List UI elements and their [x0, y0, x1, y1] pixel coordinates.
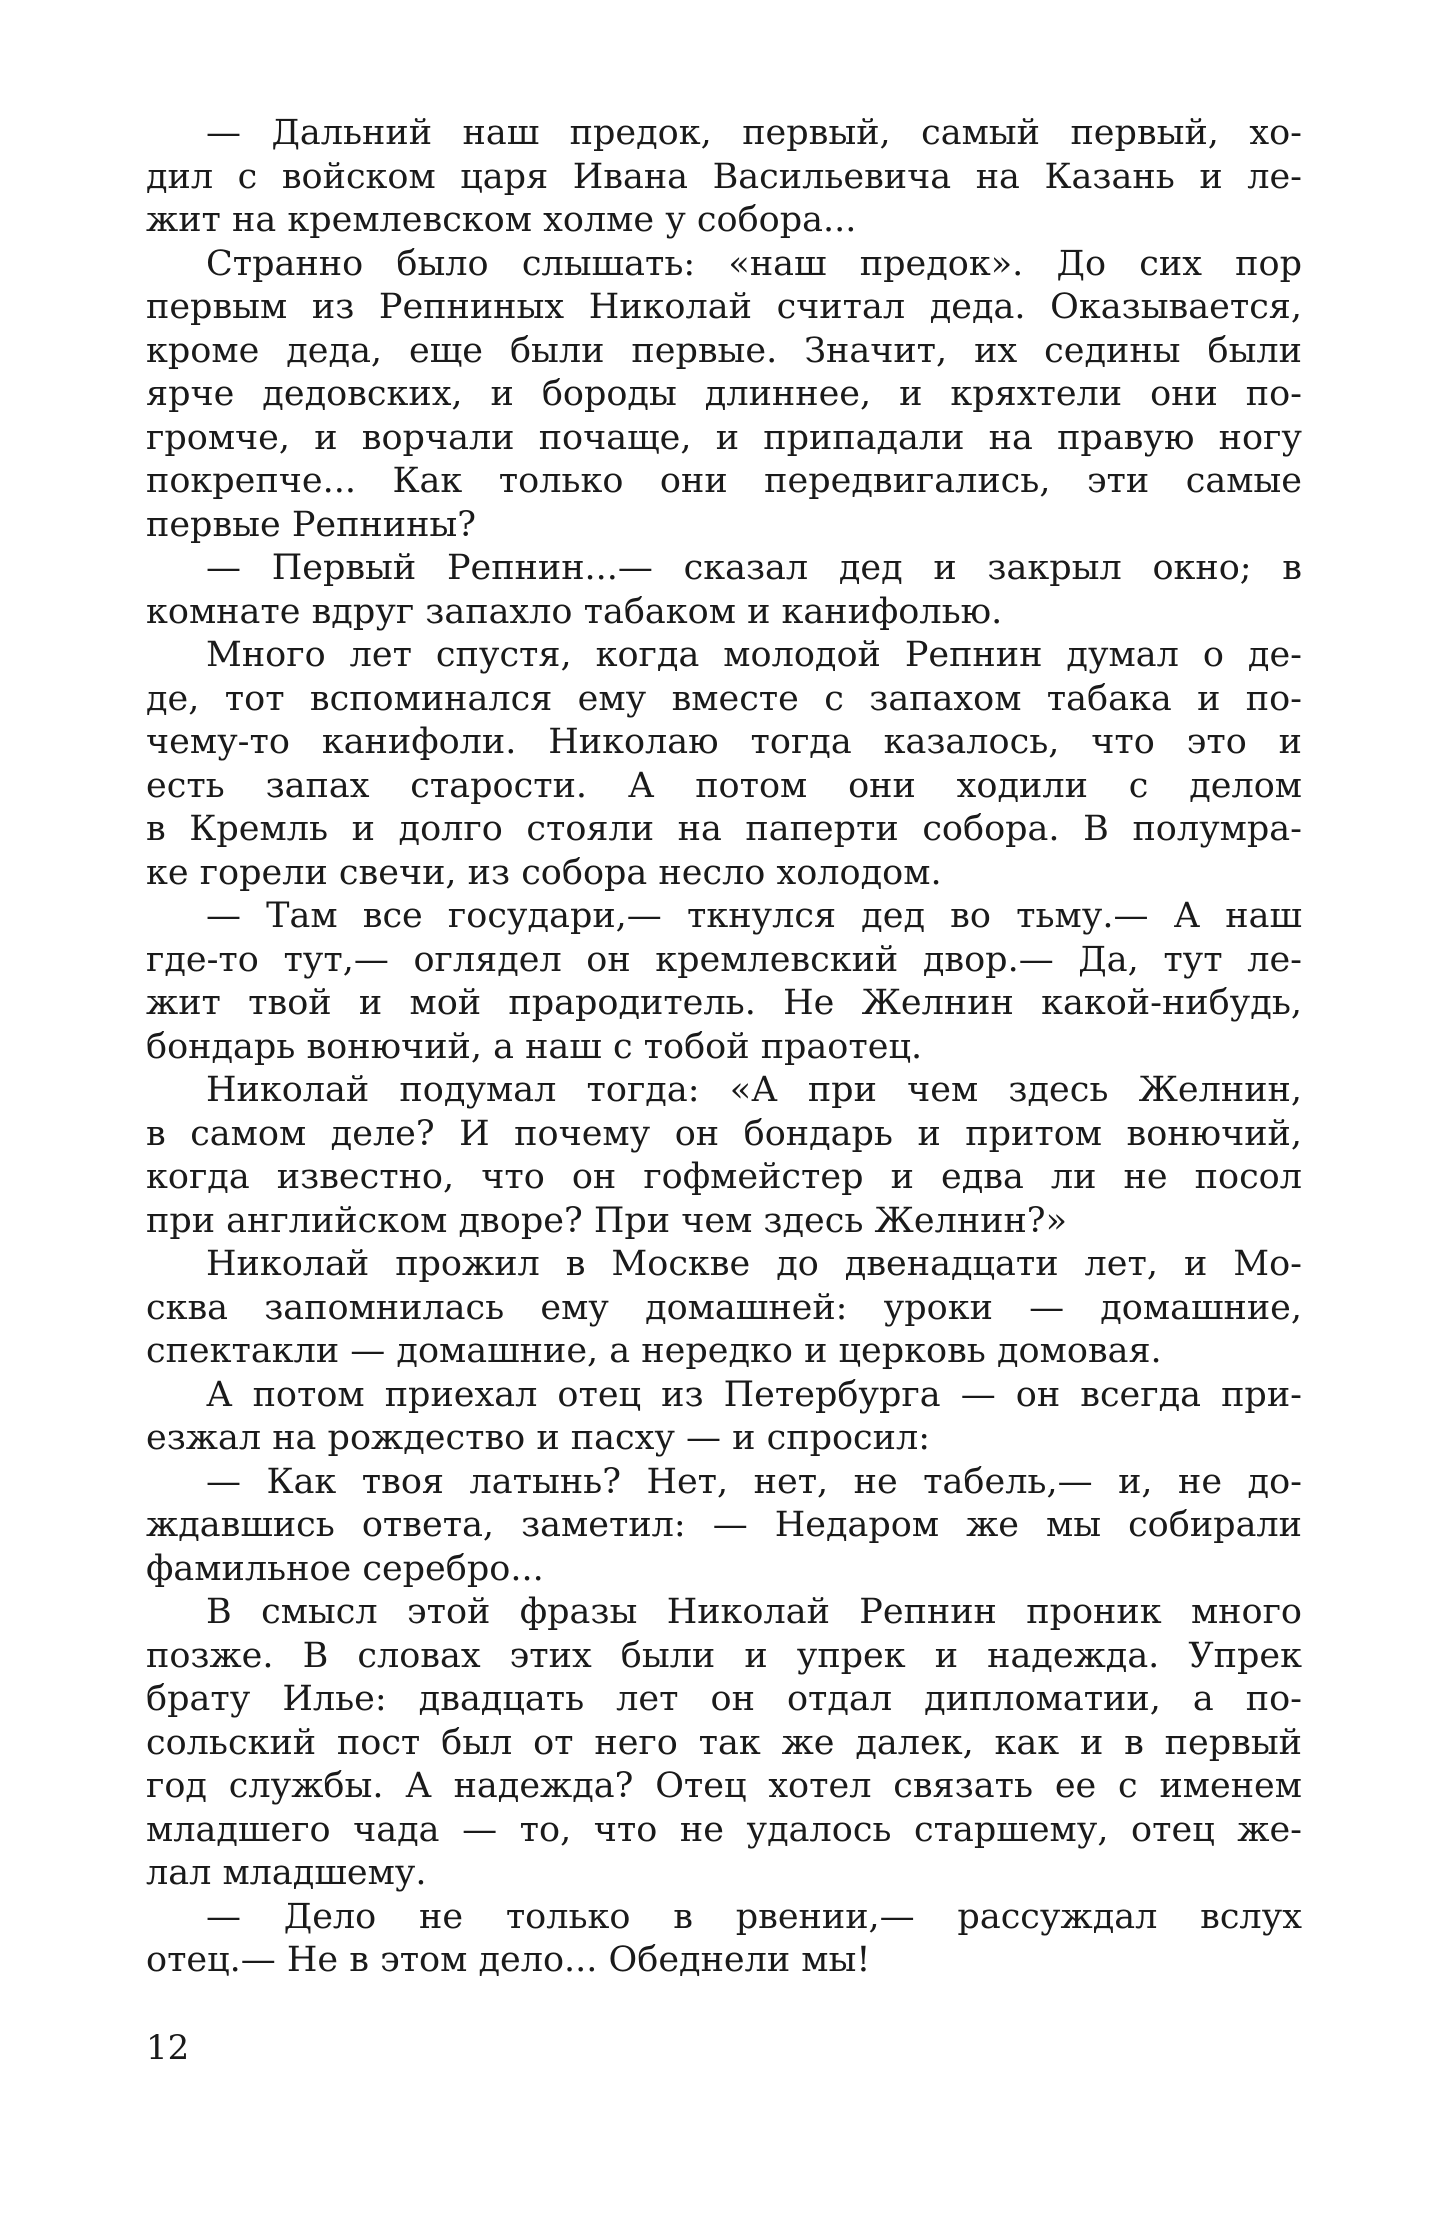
text-line: жит на кремлевском холме у собора... [146, 200, 857, 240]
text-line: брату Илье: двадцать лет он отдал дипломатии, а по- [146, 1679, 1302, 1719]
text-line: сква запомнилась ему домашней: уроки — домашние, [146, 1287, 1302, 1328]
page-number: 12 [146, 2028, 190, 2068]
text-line: ждавшись ответа, заметил: — Недаром же мы собирали [146, 1505, 1302, 1545]
text-line: чему-то канифоли. Николаю тогда казалось, что это и [146, 722, 1302, 762]
text-line: Странно было слышать: «наш предок». До сих пор [206, 243, 1302, 284]
text-line: кроме деда, еще были первые. Значит, их седины были [146, 330, 1302, 371]
text-line: громче, и ворчали почаще, и припадали на правую ногу [146, 417, 1302, 458]
text-line: А потом приехал отец из Петербурга — он всегда при- [206, 1374, 1302, 1415]
text-line: де, тот вспоминался ему вместе с запахом табака и по- [146, 678, 1302, 719]
text-line: дил с войском царя Ивана Васильевича на Казань и ле- [146, 156, 1302, 197]
text-line: комнате вдруг запахло табаком и канифолью. [146, 591, 1003, 632]
text-line: Много лет спустя, когда молодой Репнин думал о де- [206, 635, 1302, 675]
text-line: — Первый Репнин...— сказал дед и закрыл окно; в [206, 548, 1302, 588]
page-text [146, 112, 1302, 1983]
text-line: жит твой и мой прародитель. Не Желнин какой-нибудь, [146, 983, 1302, 1023]
text-line: есть запах старости. А потом они ходили с делом [146, 765, 1302, 806]
text-line: езжал на рождество и пасху — и спросил: [146, 1418, 930, 1458]
text-line: Николай подумал тогда: «А при чем здесь Желнин, [206, 1070, 1302, 1110]
text-line: — Дело не только в рвении,— рассуждал вслух [206, 1896, 1302, 1937]
text-line: отец.— Не в этом дело... Обеднели мы! [146, 1940, 871, 1980]
text-line: позже. В словах этих были и упрек и надежда. Упрек [146, 1635, 1302, 1676]
text-line: в самом деле? И почему он бондарь и притом вонючий, [146, 1113, 1302, 1154]
text-line: ярче дедовских, и бороды длиннее, и кряхтели они по- [146, 374, 1302, 414]
text-line: первым из Репниных Николай считал деда. Оказывается, [146, 287, 1302, 327]
text-line: ке горели свечи, из собора несло холодом. [146, 852, 942, 893]
text-line: покрепче... Как только они передвигались, эти самые [146, 461, 1302, 501]
text-line: в Кремль и долго стояли на паперти собора. В полумра- [146, 809, 1302, 849]
text-line: — Как твоя латынь? Нет, нет, не табель,— и, не до- [206, 1461, 1302, 1502]
text-line: когда известно, что он гофмейстер и едва ли не посол [146, 1157, 1302, 1197]
text-line: младшего чада — то, что не удалось старшему, отец же- [146, 1809, 1302, 1850]
text-line: В смысл этой фразы Николай Репнин проник много [206, 1592, 1302, 1632]
text-line: лал младшему. [146, 1853, 427, 1893]
text-line: — Дальний наш предок, первый, самый первый, хо- [206, 113, 1302, 153]
text-line: Николай прожил в Москве до двенадцати лет, и Мо- [206, 1244, 1302, 1284]
text-line: фамильное серебро... [146, 1548, 544, 1589]
text-line: спектакли — домашние, а нередко и церковь домовая. [146, 1331, 1162, 1371]
text-line: первые Репнины? [146, 504, 477, 545]
text-line: при английском дворе? При чем здесь Желнин?» [146, 1200, 1067, 1241]
text-line: сольский пост был от него так же далек, как и в первый [146, 1722, 1302, 1763]
text-line: бондарь вонючий, а наш с тобой праотец. [146, 1026, 923, 1067]
text-line: где-то тут,— оглядел он кремлевский двор.— Да, тут ле- [146, 939, 1302, 980]
text-line: — Там все государи,— ткнулся дед во тьму.— А наш [206, 896, 1302, 936]
text-line: год службы. А надежда? Отец хотел связать ее с именем [146, 1766, 1302, 1806]
